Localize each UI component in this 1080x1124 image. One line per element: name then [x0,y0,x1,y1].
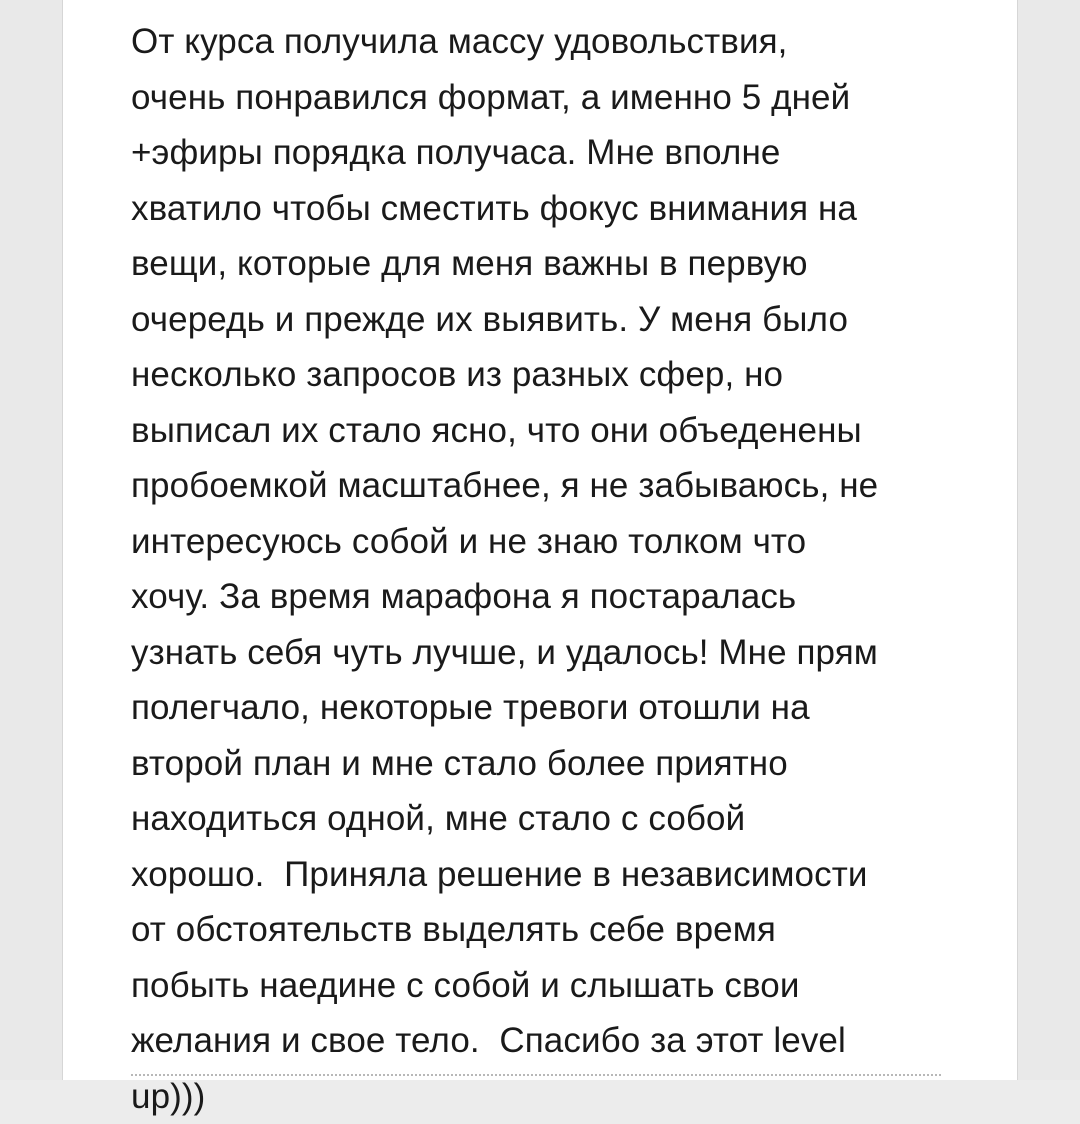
left-margin-panel [0,0,63,1080]
message-card [63,0,1017,1116]
dotted-divider [131,1074,941,1076]
right-margin-panel [1017,0,1080,1080]
review-message-text: От курса получила массу удовольствия, очень понравился формат, а именно 5 дней +эфиры порядка получаса. Мне вполне хватило чтобы сместить фокус внимания на вещи, которые для меня важны в первую очередь и прежде их выявить. У меня было несколько запросов из разных сфер, но выписал их стало ясно, что они объеденены пробоемкой масштабнее, я не забываюсь, не интересуюсь собой и не знаю толком что хочу. За время марафона я постаралась узнать себя чуть лучше, и удалось! Мне прям полегчало, некоторые тревоги отошли на второй план и мне стало более приятно находиться одной, мне стало с собой хорошо. Приняла решение в независимости от обстоятельств выделять себе время побыть наедине с собой и слышать свои желания и свое тело. Спасибо за этот level up))) [131,22,879,1116]
